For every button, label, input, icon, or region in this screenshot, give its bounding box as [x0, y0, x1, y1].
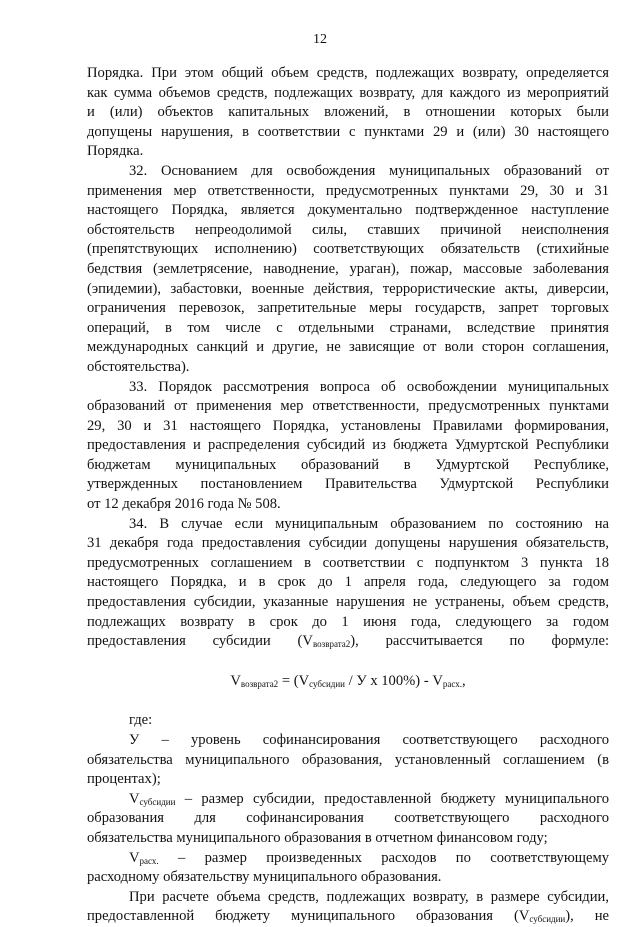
- text-line: предоставления субсидии, указанные нарушения не устранены, объем средств,: [87, 594, 609, 611]
- text-line: Порядка.: [87, 143, 144, 160]
- text-line: 29, 30 и 31 настоящего Порядка, установлены Правилами формирования,: [87, 417, 609, 434]
- text-line: подлежащих возврату в срок до 1 июня года, следующего за годом: [87, 613, 609, 630]
- definition-expense-line: расходному обязательству муниципального образования.: [87, 869, 442, 886]
- text-line: 34. В случае если муниципальным образованием по состоянию на: [129, 515, 609, 532]
- text-line: Порядка. При этом общий объем средств, подлежащих возврату, определяется: [87, 65, 609, 81]
- text-line: предоставления и распределения субсидий из бюджета Удмуртской Республики: [87, 437, 609, 454]
- text-line: предусмотренных соглашением в соответствии с подпунктом 3 пункта 18: [87, 554, 609, 571]
- text-line: образований от применения мер ответственности, предусмотренных пунктами: [87, 398, 609, 415]
- document-body: [87, 64, 609, 927]
- definition-u-line: У – уровень софинансирования соответствующего расходного: [129, 732, 609, 748]
- text-line: утвержденных постановлением Правительства Удмуртской Республики: [87, 476, 609, 493]
- definition-expense-line: $V_{расх.}$ – размер произведенных расходов по соответствующему: [129, 849, 609, 866]
- text-line: 31 декабря года предоставления субсидии допущены нарушения обязательств,: [87, 535, 609, 552]
- text-line: допущены нарушения, в соответствии с пунктами 29 и (или) 30 настоящего: [87, 123, 609, 140]
- text-line: настоящего Порядка, является документально подтвержденное наступление: [87, 202, 609, 219]
- text-line: (препятствующих исполнению) соответствующих обязательств (стихийные: [87, 241, 609, 258]
- text-line: как сумма объемов средств, подлежащих возврату, для каждого из мероприятий: [87, 84, 609, 101]
- text-line: ограничения перевозок, запретительные меры государств, запрет торговых: [87, 300, 609, 317]
- definition-subsidy-line: $V_{субсидии}$ – размер субсидии, предоставленной бюджету муниципального: [129, 790, 609, 807]
- text-line: международных санкций и другие, не зависящие от воли сторон соглашения,: [87, 339, 609, 356]
- text-line: применения мер ответственности, предусмотренных пунктами 29, 30 и 31: [87, 182, 609, 199]
- final-paragraph-line: При расчете объема средств, подлежащих возврату, в размере субсидии,: [129, 888, 609, 905]
- text-line: обстоятельств непреодолимой силы, ставших причиной неисполнения: [87, 221, 609, 238]
- paragraph-lines: [87, 64, 609, 632]
- text-line: операций, в том числе с отдельными странами, вследствие принятия: [87, 319, 609, 336]
- definition-u-line: процентах);: [87, 771, 161, 788]
- text-line: настоящего Порядка, и в срок до 1 апреля года, следующего за годом: [87, 574, 609, 591]
- page-number: 12: [313, 32, 327, 47]
- text-line: бедствия (землетрясение, наводнение, ураган), пожар, массовые заболевания: [87, 260, 609, 277]
- text-line: бюджетам муниципальных образований в Удмуртской Республике,: [87, 456, 609, 473]
- where-label: где:: [129, 712, 153, 729]
- formula: $V_{возврата2} = (V_{субсидии} / У$ х $100\%) - V_{расх.}$,: [230, 672, 466, 689]
- text-line: 32. Основанием для освобождения муниципальных образований от: [129, 162, 609, 179]
- text-line: от 12 декабря 2016 года № 508.: [87, 496, 281, 513]
- definition-subsidy-line: обязательства муниципального образования в отчетном финансовом году;: [87, 829, 548, 846]
- text-line: 33. Порядок рассмотрения вопроса об освобождении муниципальных: [129, 378, 609, 395]
- text-line-formula-intro: предоставления субсидии $(V_{возврата2})$, рассчитывается по формуле:: [87, 633, 609, 650]
- text-line: обстоятельства).: [87, 358, 190, 375]
- definition-u-line: обязательства муниципального образования, установленный соглашением (в: [87, 751, 609, 768]
- definition-subsidy-line: образования для софинансирования соответствующего расходного: [87, 810, 609, 827]
- final-paragraph-line: предоставленной бюджету муниципального образования $(V_{субсидии})$, не: [87, 908, 609, 925]
- text-line: и (или) объектов капитальных вложений, в отношении которых были: [87, 104, 609, 121]
- text-line: (эпидемии), забастовки, военные действия, террористические акты, диверсии,: [87, 280, 609, 297]
